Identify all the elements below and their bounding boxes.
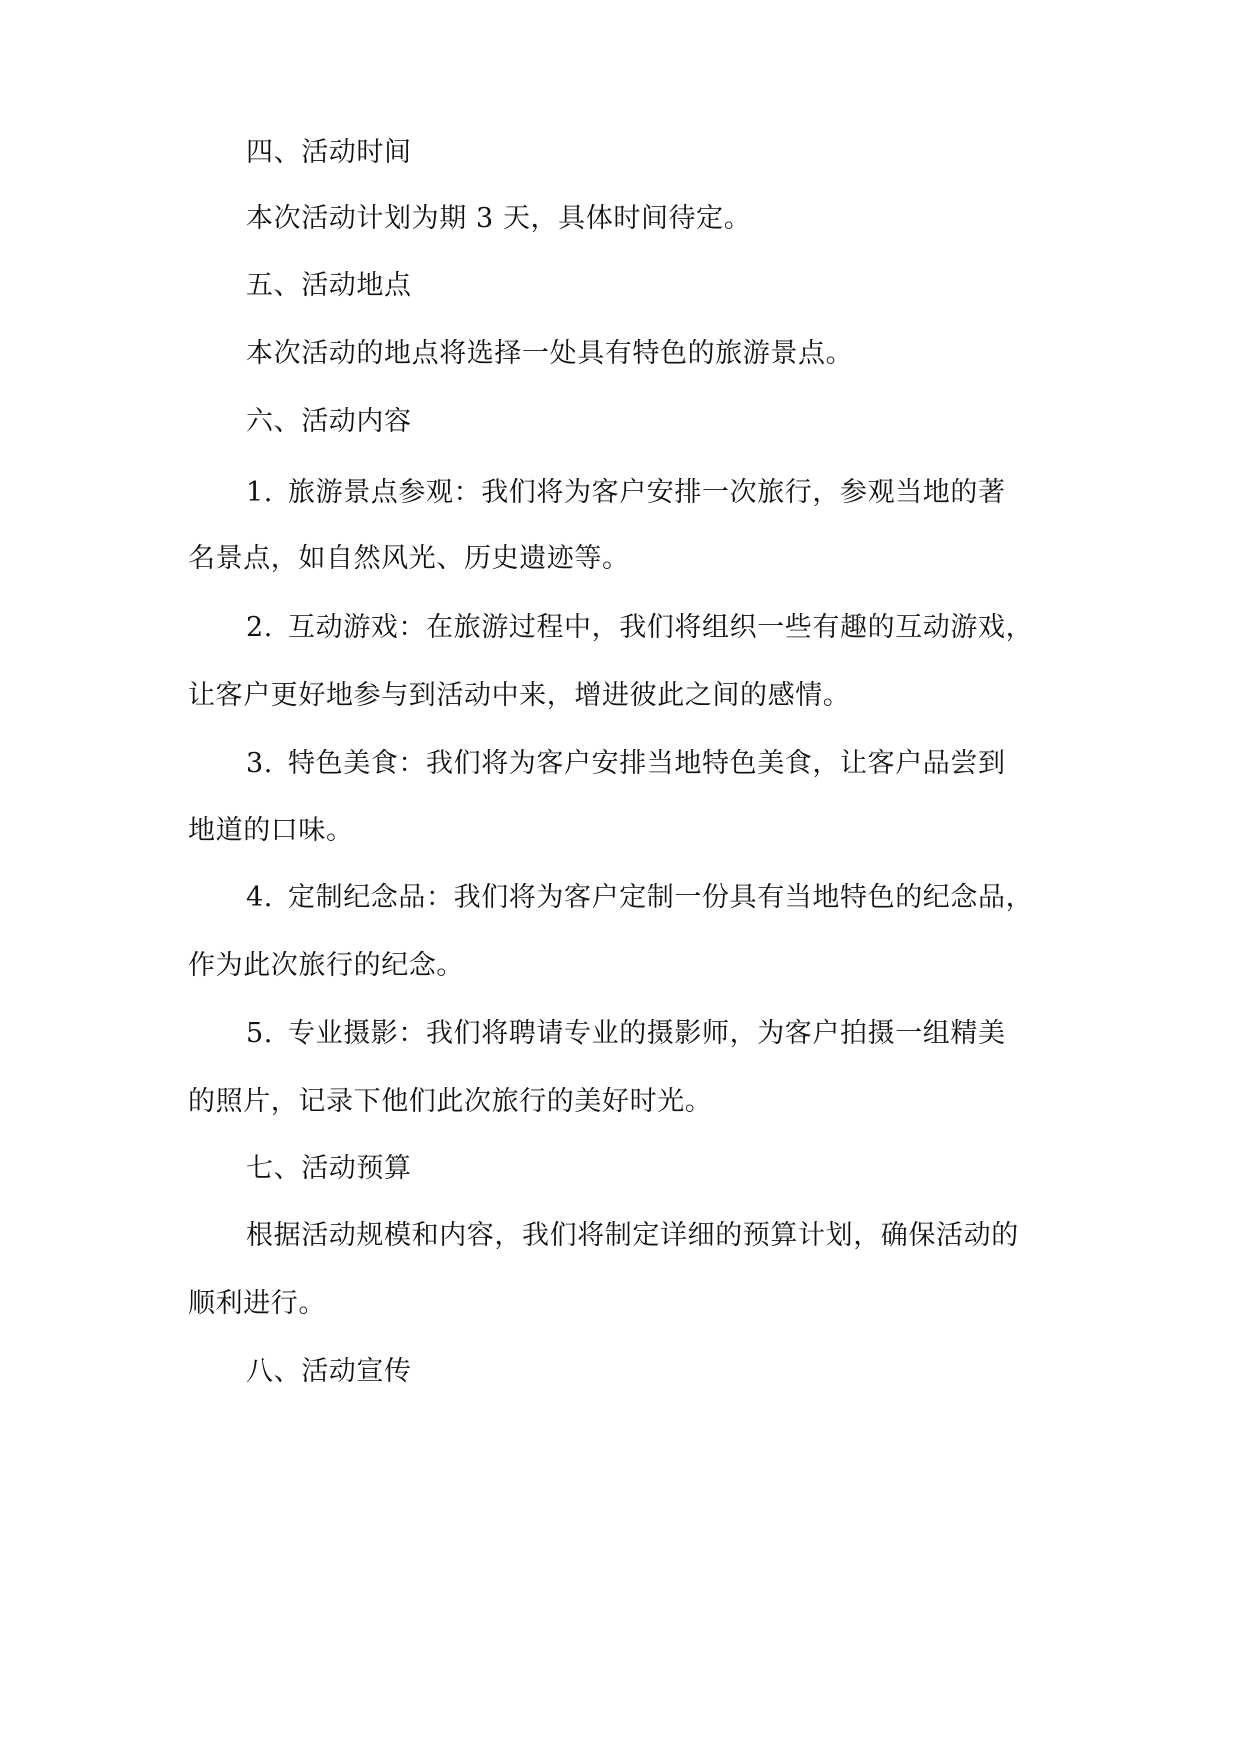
list-item-continuation: 让客户更好地参与到活动中来，增进彼此之间的感情。 xyxy=(188,680,851,711)
section-body-location: 本次活动的地点将选择一处具有特色的旅游景点。 xyxy=(246,338,854,369)
list-item-number: 5. xyxy=(246,1018,273,1049)
list-item-text: 旅游景点参观：我们将为客户安排一次旅行，参观当地的著 xyxy=(288,477,1006,508)
section-heading-promotion: 八、活动宣传 xyxy=(246,1356,412,1387)
section-body-budget-continuation: 顺利进行。 xyxy=(188,1288,326,1319)
list-item xyxy=(0,610,1241,646)
list-item xyxy=(0,1016,1241,1052)
section-body-time: 本次活动计划为期 3 天，具体时间待定。 xyxy=(246,203,752,234)
list-item xyxy=(0,746,1241,782)
section-heading-location: 五、活动地点 xyxy=(246,270,412,301)
list-item-continuation: 的照片，记录下他们此次旅行的美好时光。 xyxy=(188,1086,713,1117)
list-item-number: 3. xyxy=(246,748,273,779)
list-item-number: 2. xyxy=(246,612,273,643)
section-heading-content: 六、活动内容 xyxy=(246,406,412,437)
section-body-budget: 根据活动规模和内容，我们将制定详细的预算计划，确保活动的 xyxy=(246,1220,1019,1251)
list-item-continuation: 地道的口味。 xyxy=(188,815,354,846)
list-item-text: 专业摄影：我们将聘请专业的摄影师，为客户拍摄一组精美 xyxy=(288,1018,1006,1049)
list-item-number: 4. xyxy=(246,882,273,913)
list-item-continuation: 名景点，如自然风光、历史遗迹等。 xyxy=(188,543,630,574)
section-heading-budget: 七、活动预算 xyxy=(246,1153,412,1184)
list-item-continuation: 作为此次旅行的纪念。 xyxy=(188,950,464,981)
list-item-text: 特色美食：我们将为客户安排当地特色美食，让客户品尝到 xyxy=(288,748,1006,779)
list-item xyxy=(0,880,1241,916)
section-heading-time: 四、活动时间 xyxy=(246,137,412,168)
list-item-number: 1. xyxy=(246,477,273,508)
list-item-text: 互动游戏：在旅游过程中，我们将组织一些有趣的互动游戏， xyxy=(288,612,1034,643)
list-item xyxy=(0,475,1241,511)
list-item-text: 定制纪念品：我们将为客户定制一份具有当地特色的纪念品， xyxy=(288,882,1034,913)
